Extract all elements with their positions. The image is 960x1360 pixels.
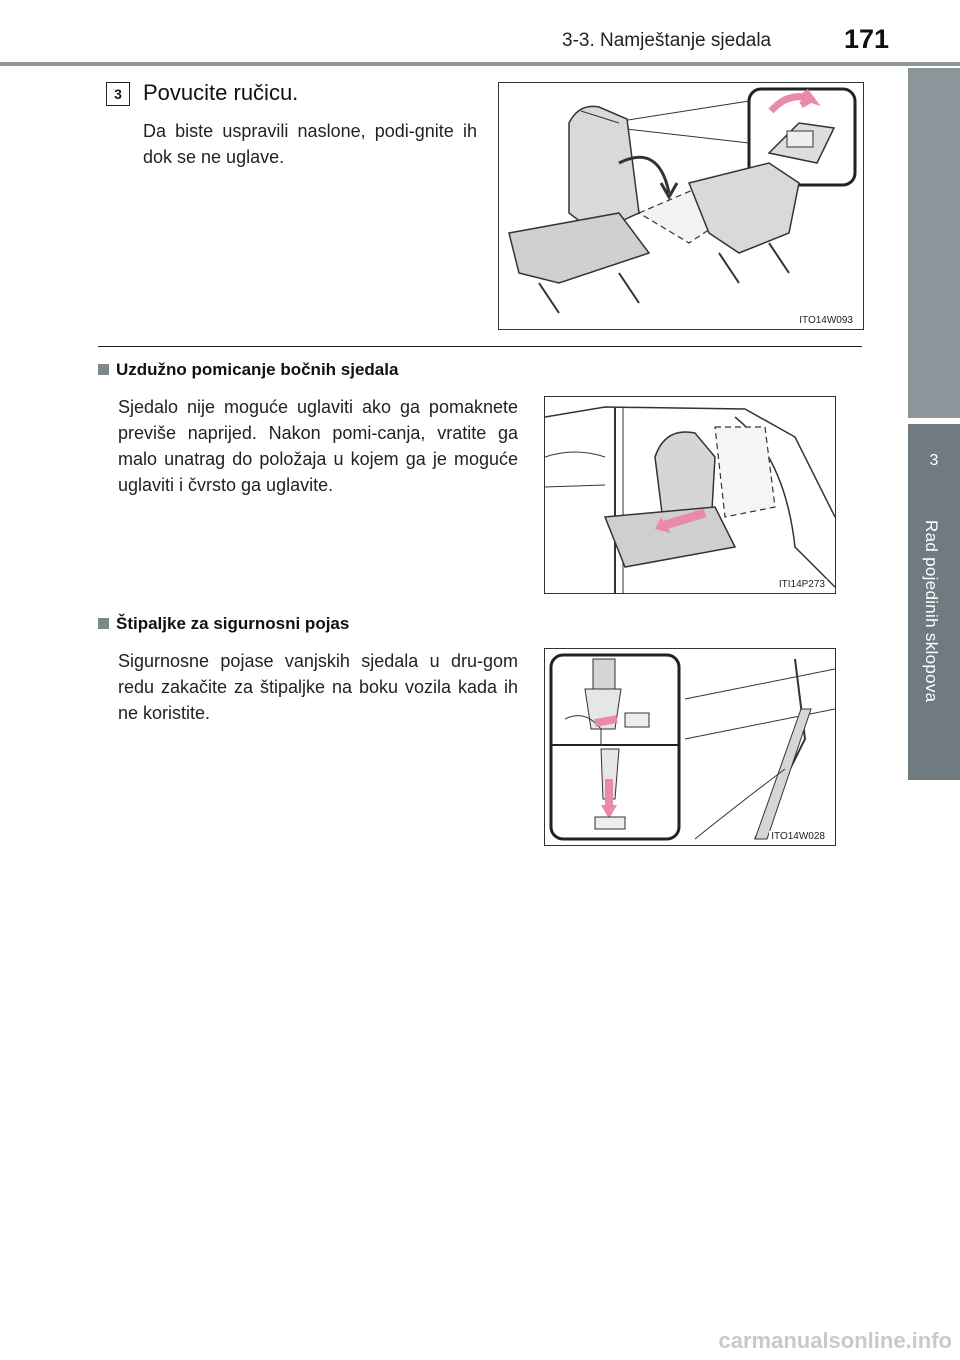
side-tab-upper-band — [908, 68, 960, 418]
figure-side-seat-slide — [544, 396, 836, 594]
section-text-belt-clips: Sigurnosne pojase vanjskih sjedala u dru-gom redu zakačite za štipaljke na boku vozila kada ih ne koristite. — [118, 651, 518, 723]
square-bullet-icon — [98, 364, 109, 375]
figure-code: ITO14W028 — [771, 831, 825, 842]
step-description: Da biste uspravili naslone, podi-gnite ih dok se ne uglave. — [143, 121, 477, 167]
section-heading-longitudinal — [98, 360, 398, 380]
seat-fold-illustration — [499, 83, 863, 329]
square-bullet-icon — [98, 618, 109, 629]
section-heading-text: Uzdužno pomicanje bočnih sjedala — [116, 360, 399, 379]
header-section-title: 3-3. Namještanje sjedala — [562, 30, 772, 51]
belt-clips-illustration — [545, 649, 835, 845]
page-number: 171 — [844, 24, 890, 54]
chapter-number: 3 — [929, 452, 939, 469]
figure-code: ITI14P273 — [778, 579, 825, 590]
figure-belt-clips — [544, 648, 836, 846]
section-text-longitudinal: Sjedalo nije moguće uglaviti ako ga pomaknete previše naprijed. Nakon pomi-canja, vratite ga malo unatrag do položaja u kojem ga je moguće uglaviti i čvrsto ga uglavite. — [118, 397, 518, 495]
watermark: carmanualsonline.info — [718, 1328, 952, 1353]
figure-seat-fold — [498, 82, 864, 330]
header-rule — [0, 62, 960, 66]
chapter-side-tab — [908, 424, 960, 780]
step-number-box: 3 — [106, 82, 130, 106]
chapter-title: Rad pojedinih sklopova — [922, 520, 941, 703]
section-heading-belt-clips — [98, 614, 349, 634]
step-title: Povucite ručicu. — [143, 80, 299, 105]
side-seat-slide-illustration — [545, 397, 835, 593]
figure-code: ITO14W093 — [799, 315, 853, 326]
section-divider — [98, 346, 862, 347]
section-heading-text: Štipaljke za sigurnosni pojas — [116, 614, 350, 633]
